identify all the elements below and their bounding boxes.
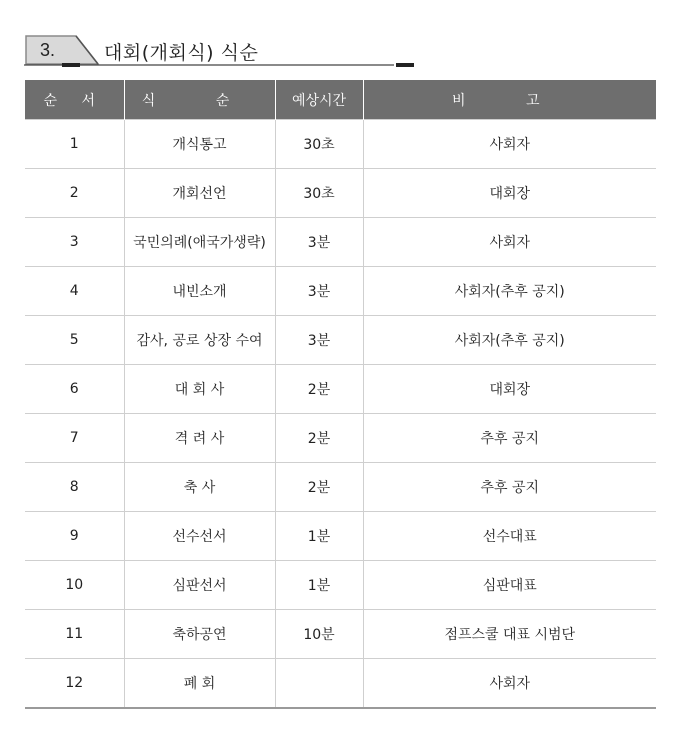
cell-item: 선수선서 <box>124 512 275 561</box>
cell-time: 3분 <box>275 218 363 267</box>
cell-order: 1 <box>25 120 124 169</box>
cell-time: 2분 <box>275 414 363 463</box>
table-row <box>25 610 656 659</box>
cell-time: 10분 <box>275 610 363 659</box>
cell-item: 폐 회 <box>124 659 275 709</box>
cell-item: 격 려 사 <box>124 414 275 463</box>
cell-time: 2분 <box>275 463 363 512</box>
table-row <box>25 414 656 463</box>
cell-time: 3분 <box>275 267 363 316</box>
cell-time: 1분 <box>275 512 363 561</box>
table-row <box>25 218 656 267</box>
cell-order: 12 <box>25 659 124 709</box>
cell-note: 사회자 <box>363 659 656 709</box>
cell-order: 11 <box>25 610 124 659</box>
ceremony-schedule-table <box>25 80 656 709</box>
cell-item: 내빈소개 <box>124 267 275 316</box>
cell-note: 심판대표 <box>363 561 656 610</box>
cell-order: 8 <box>25 463 124 512</box>
table-row <box>25 365 656 414</box>
cell-note: 추후 공지 <box>363 414 656 463</box>
section-number: 3. <box>40 40 56 60</box>
cell-order: 7 <box>25 414 124 463</box>
cell-note: 점프스쿨 대표 시범단 <box>363 610 656 659</box>
cell-item: 대 회 사 <box>124 365 275 414</box>
cell-item: 개식통고 <box>124 120 275 169</box>
section-title: 대회(개회식) 식순 <box>104 42 259 64</box>
table-row <box>25 659 656 709</box>
cell-item: 축하공연 <box>124 610 275 659</box>
cell-order: 3 <box>25 218 124 267</box>
section-header <box>24 34 416 70</box>
header-time: 예상시간 <box>275 80 363 120</box>
cell-item: 감사, 공로 상장 수여 <box>124 316 275 365</box>
table-row <box>25 267 656 316</box>
cell-note: 사회자 <box>363 218 656 267</box>
header-note: 비 고 <box>363 80 656 120</box>
cell-item: 개회선언 <box>124 169 275 218</box>
cell-note: 대회장 <box>363 169 656 218</box>
cell-note: 선수대표 <box>363 512 656 561</box>
cell-time: 2분 <box>275 365 363 414</box>
cell-item: 축 사 <box>124 463 275 512</box>
cell-time: 3분 <box>275 316 363 365</box>
header-item: 식 순 <box>124 80 275 120</box>
cell-note: 사회자(추후 공지) <box>363 267 656 316</box>
cell-note: 사회자 <box>363 120 656 169</box>
cell-order: 6 <box>25 365 124 414</box>
cell-order: 9 <box>25 512 124 561</box>
table-header-row <box>25 80 656 120</box>
cell-time: 1분 <box>275 561 363 610</box>
cell-note: 대회장 <box>363 365 656 414</box>
cell-order: 5 <box>25 316 124 365</box>
cell-note: 추후 공지 <box>363 463 656 512</box>
cell-order: 2 <box>25 169 124 218</box>
header-order: 순 서 <box>25 80 124 120</box>
cell-time: 30초 <box>275 120 363 169</box>
table-row <box>25 120 656 169</box>
cell-order: 10 <box>25 561 124 610</box>
table-row <box>25 169 656 218</box>
table-row <box>25 463 656 512</box>
cell-note: 사회자(추후 공지) <box>363 316 656 365</box>
cell-time: 30초 <box>275 169 363 218</box>
table-row <box>25 316 656 365</box>
table-row <box>25 561 656 610</box>
cell-time <box>275 659 363 709</box>
cell-order: 4 <box>25 267 124 316</box>
table-row <box>25 512 656 561</box>
cell-item: 심판선서 <box>124 561 275 610</box>
cell-item: 국민의례(애국가생략) <box>124 218 275 267</box>
